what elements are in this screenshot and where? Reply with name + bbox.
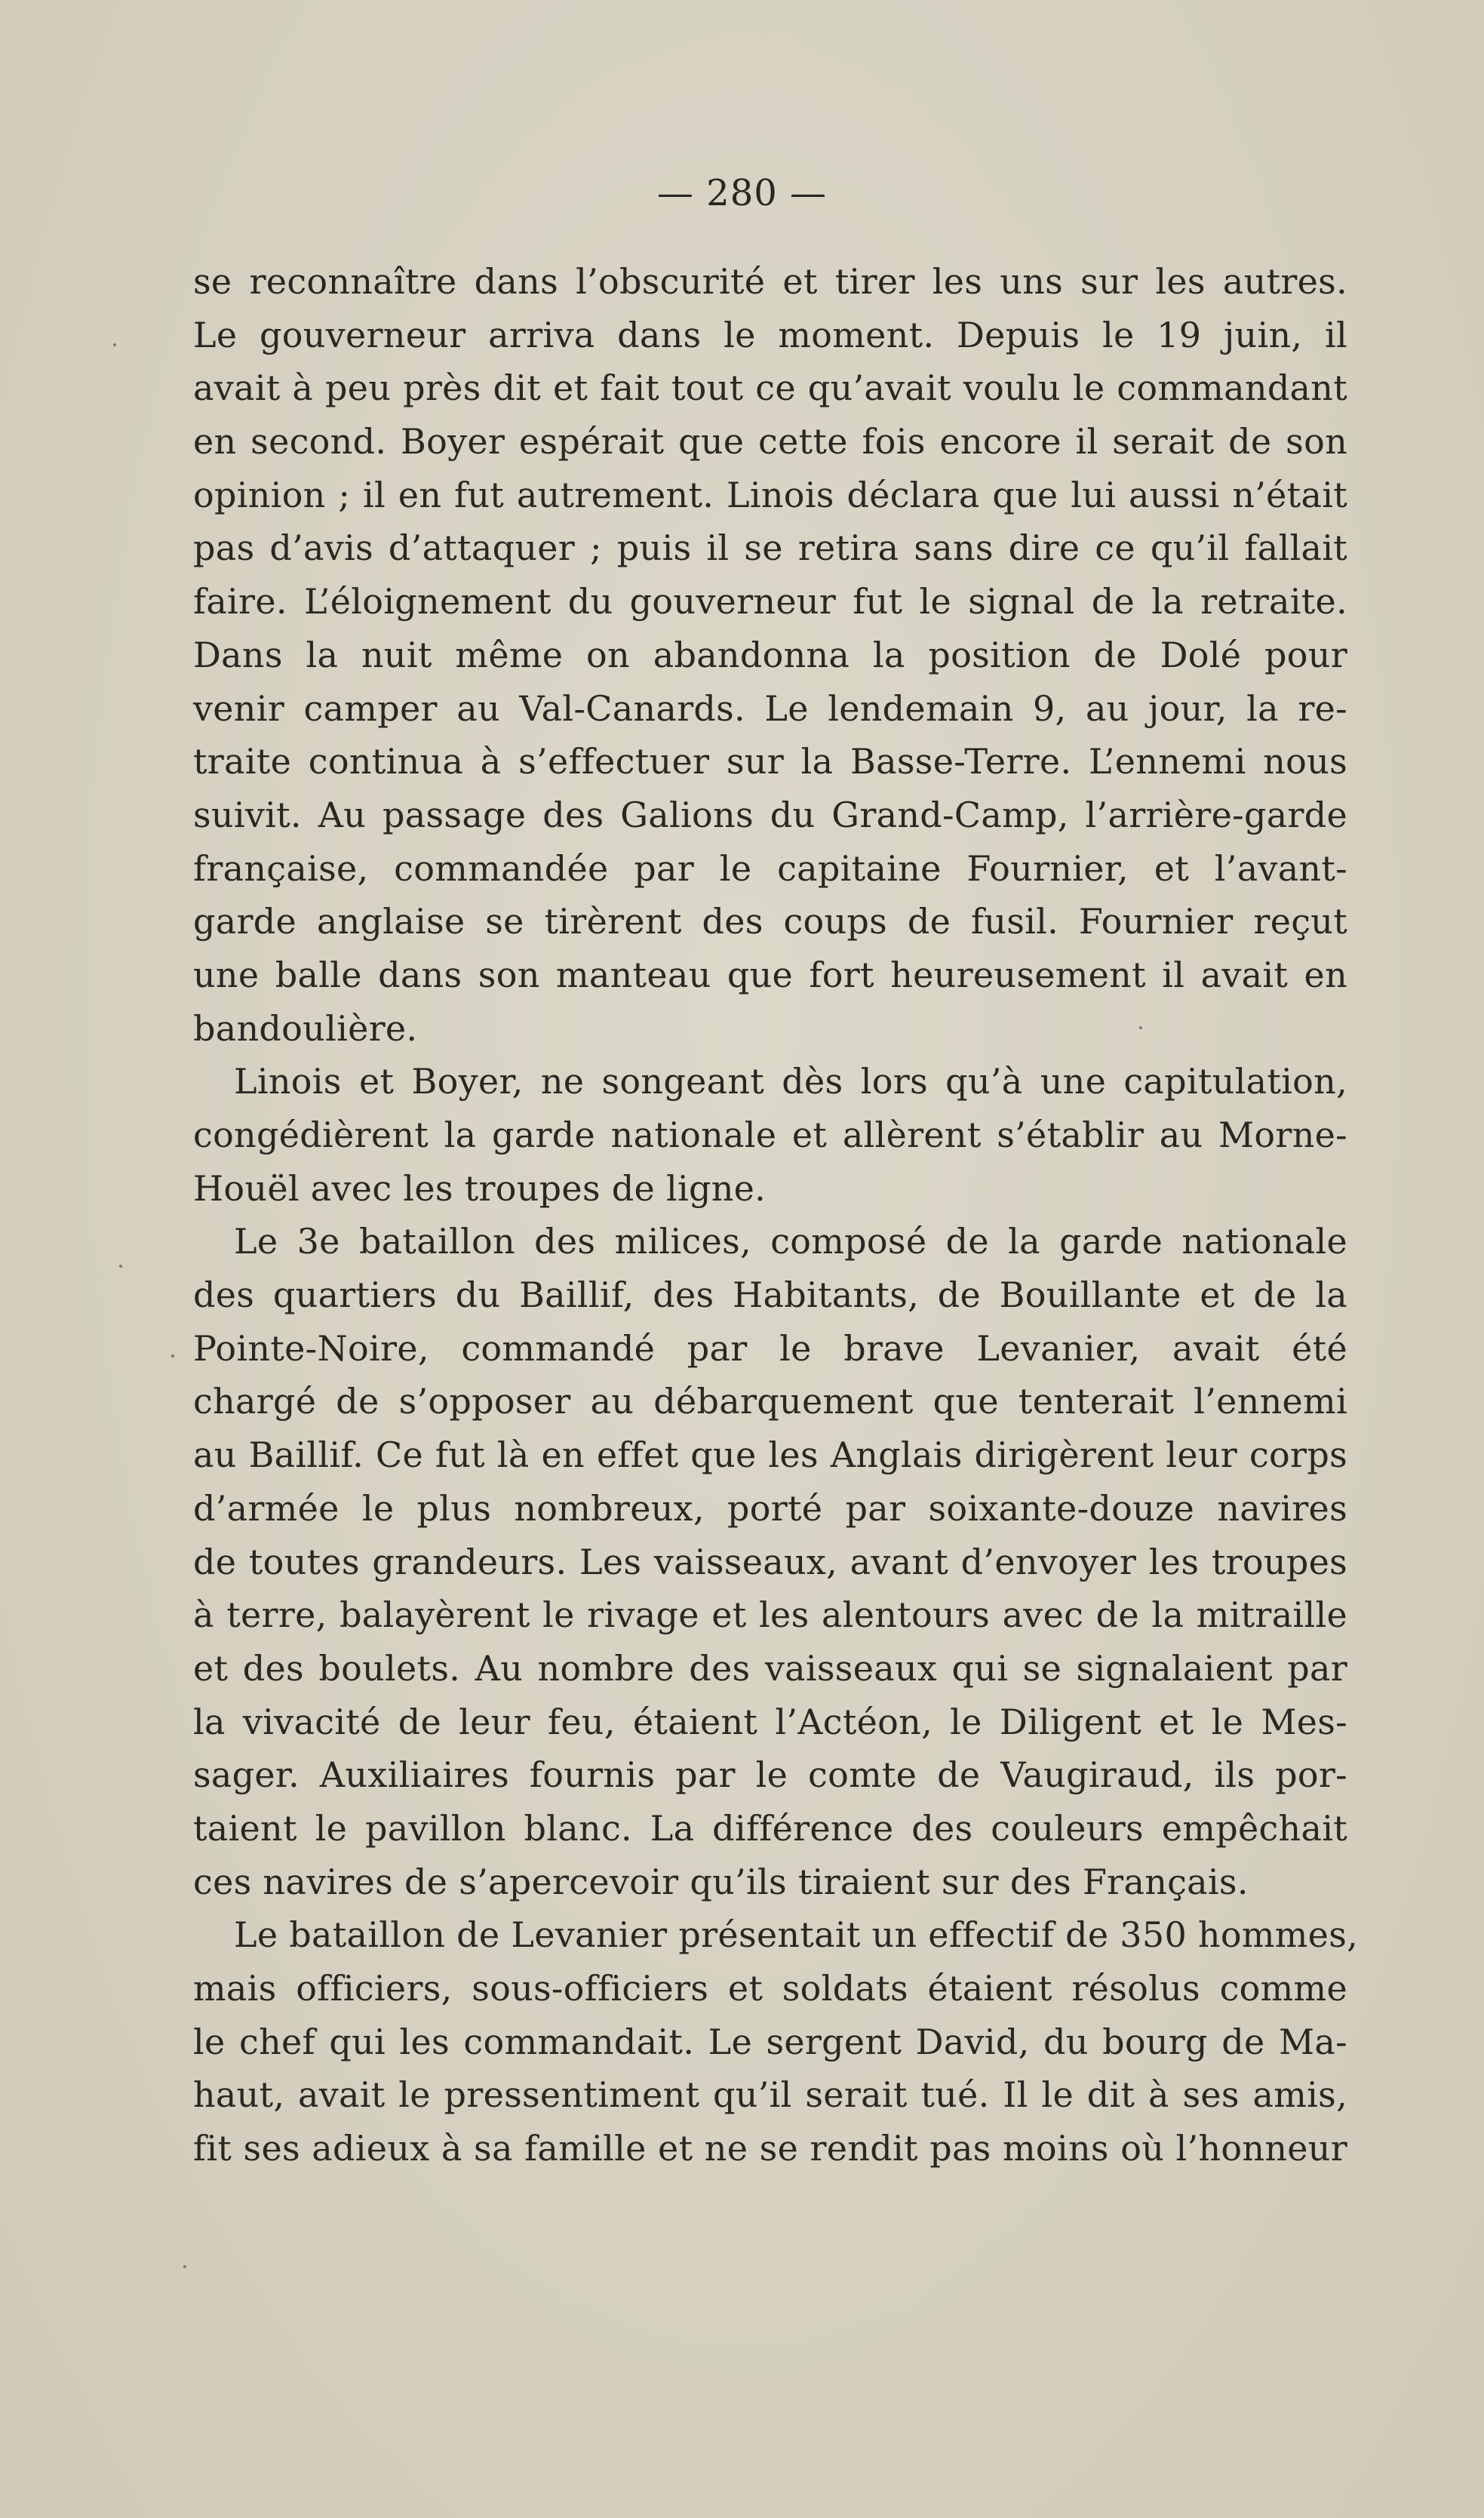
text-line: Le 3e bataillon des milices, composé de la garde nationale [234,1221,1347,1262]
text-line: taient le pavillon blanc. La différence des couleurs empêchait [193,1807,1347,1849]
page-number: — 280 — [656,172,828,214]
text-line: bandoulière. [193,1007,418,1049]
text-line: Linois et Boyer, ne songeant dès lors qu’à une capitulation, [234,1061,1347,1102]
text-line: de toutes grandeurs. Les vaisseaux, avant d’envoyer les troupes [193,1541,1347,1582]
text-line: mais officiers, sous-officiers et soldats étaient résolus comme [193,1968,1347,2009]
text-line: faire. L’éloignement du gouverneur fut le signal de la retraite. [193,581,1347,623]
text-line: et des boulets. Au nombre des vaisseaux qui se signalaient par [193,1647,1347,1689]
text-line: se reconnaître dans l’obscurité et tirer les uns sur les autres. [193,261,1347,302]
text-line: Dans la nuit même on abandonna la position de Dolé pour [193,634,1347,675]
text-line: chargé de s’opposer au débarquement que tenterait l’ennemi [193,1381,1347,1422]
text-line: des quartiers du Baillif, des Habitants, de Bouillante et de la [193,1274,1347,1316]
text-line: une balle dans son manteau que fort heureusement il avait en [193,954,1347,995]
paper-speck [119,1265,122,1268]
text-line: congédièrent la garde nationale et allèrent s’établir au Morne- [193,1114,1347,1155]
text-line: française, commandée par le capitaine Fournier, et l’avant- [193,847,1347,889]
paper-speck [1139,1026,1142,1029]
text-line: venir camper au Val-Canards. Le lendemain 9, au jour, la re- [193,687,1347,729]
text-line: traite continua à s’effectuer sur la Basse-Terre. L’ennemi nous [193,741,1347,782]
text-line: ces navires de s’apercevoir qu’ils tiraient sur des Français. [193,1861,1249,1902]
text-line: fit ses adieux à sa famille et ne se rendit pas moins où l’honneur [193,2128,1347,2169]
paper-speck [183,2265,186,2268]
text-line: pas d’avis d’attaquer ; puis il se retira sans dire ce qu’il fallait [193,527,1347,569]
paper-speck [113,343,116,346]
text-line: opinion ; il en fut autrement. Linois déclara que lui aussi n’était [193,474,1347,515]
text-line: d’armée le plus nombreux, porté par soixante-douze navires [193,1487,1347,1529]
text-line: au Baillif. Ce fut là en effet que les Anglais dirigèrent leur corps [193,1434,1347,1476]
text-line: Pointe-Noire, commandé par le brave Levanier, avait été [193,1327,1347,1369]
paper-speck [171,1354,174,1357]
text-line: garde anglaise se tirèrent des coups de fusil. Fournier reçut [193,901,1347,942]
text-line: haut, avait le pressentiment qu’il serait tué. Il le dit à ses amis, [193,2074,1347,2116]
text-line: suivit. Au passage des Galions du Grand-Camp, l’arrière-garde [193,794,1347,835]
text-line: le chef qui les commandait. Le sergent David, du bourg de Ma- [193,2021,1347,2062]
text-line: Houël avec les troupes de ligne. [193,1167,767,1209]
text-line: en second. Boyer espérait que cette fois encore il serait de son [193,421,1347,463]
text-line: à terre, balayèrent le rivage et les alentours avec de la mitraille [193,1594,1347,1636]
text-line: Le gouverneur arriva dans le moment. Depuis le 19 juin, il [193,314,1347,355]
text-line: la vivacité de leur feu, étaient l’Actéon, le Diligent et le Mes- [193,1701,1347,1742]
text-line: avait à peu près dit et fait tout ce qu’avait voulu le commandant [193,367,1347,409]
body-text [193,255,1359,2175]
text-line: Le bataillon de Levanier présentait un effectif de 350 hommes, [234,1914,1359,1956]
text-line: sager. Auxiliaires fournis par le comte de Vaugiraud, ils por- [193,1754,1347,1796]
